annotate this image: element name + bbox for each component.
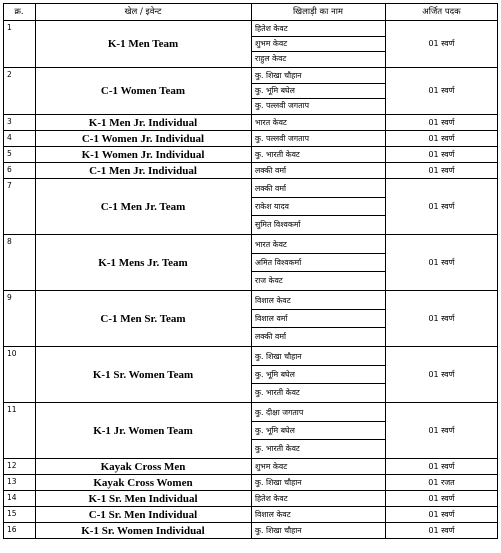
player-name: कु. भारती केवट <box>255 150 300 159</box>
player-name: कु. भारती केवट <box>255 387 300 397</box>
event-name: K-1 Men Jr. Individual <box>88 116 198 129</box>
event-name: K-1 Jr. Women Team <box>93 424 193 437</box>
header-serial: क्र. <box>14 7 24 17</box>
event-name: C-1 Men Jr. Individual <box>89 164 197 177</box>
row-number: 6 <box>7 165 12 174</box>
medal-value: 01 स्वर्ण <box>428 149 455 159</box>
player-name: राज केवट <box>255 275 283 285</box>
event-name: C-1 Sr. Men Individual <box>88 508 198 521</box>
row-divider <box>251 98 385 99</box>
player-name: राहुल केवट <box>255 54 287 63</box>
row-number: 5 <box>7 149 12 158</box>
row-divider <box>251 421 385 422</box>
player-name: कु. भारती केवट <box>255 443 300 453</box>
row-number: 1 <box>7 23 12 32</box>
player-name: कु. भूमि बघेल <box>255 86 295 95</box>
medal-value: 01 स्वर्ण <box>428 369 455 379</box>
header-players: खिलाड़ी का नाम <box>292 7 343 17</box>
event-name: K-1 Sr. Men Individual <box>88 492 198 505</box>
event-name: K-1 Mens Jr. Team <box>98 256 188 269</box>
event-name: K-1 Sr. Women Team <box>92 368 194 381</box>
player-name: सुमित विश्वकर्मा <box>255 219 301 229</box>
row-number: 15 <box>7 509 17 518</box>
player-name: भारत केवट <box>255 118 287 127</box>
medal-value: 01 स्वर्ण <box>428 86 455 95</box>
row-divider <box>251 215 385 216</box>
event-name: C-1 Women Team <box>100 85 186 97</box>
player-name: कु. भूमि बघेल <box>255 369 295 379</box>
event-name: C-1 Men Sr. Team <box>100 312 186 325</box>
row-number: 3 <box>7 117 12 126</box>
row-number: 2 <box>7 70 12 79</box>
player-name: विशाल केवट <box>255 510 291 519</box>
medal-value: 01 स्वर्ण <box>428 165 455 175</box>
medal-value: 01 स्वर्ण <box>428 509 455 519</box>
player-name: लक्की वर्मा <box>255 166 287 175</box>
player-name: शुभम केवट <box>255 39 288 48</box>
player-name: कु. पल्लवी जगताप <box>255 134 310 143</box>
row-number: 11 <box>7 405 17 414</box>
header-event: खेल / इवेन्ट <box>124 7 162 17</box>
column-divider <box>385 3 386 539</box>
row-divider <box>251 51 385 52</box>
medal-value: 01 स्वर्ण <box>428 117 455 127</box>
row-divider <box>251 197 385 198</box>
player-name: कु. दीक्षा जगताप <box>255 407 304 417</box>
event-name: K-1 Women Jr. Individual <box>81 148 205 161</box>
column-divider <box>35 3 36 539</box>
row-divider <box>251 253 385 254</box>
medal-table <box>3 3 498 550</box>
medal-value: 01 स्वर्ण <box>428 133 455 143</box>
row-number: 12 <box>7 461 17 470</box>
player-name: कु. पल्लवी जगताप <box>255 101 310 110</box>
player-name: विशाल केवट <box>255 295 291 305</box>
medal-value: 01 स्वर्ण <box>428 493 455 503</box>
player-name: राकेश यादव <box>255 201 289 211</box>
row-number: 7 <box>7 181 12 190</box>
player-name: विशाल वर्मा <box>255 313 288 323</box>
player-name: कु. भूमि बघेल <box>255 425 295 435</box>
row-divider <box>251 439 385 440</box>
player-name: कु. शिखा चौहान <box>255 526 302 535</box>
medal-value: 01 स्वर्ण <box>428 39 455 48</box>
column-divider <box>251 3 252 539</box>
medal-value: 01 स्वर्ण <box>428 313 455 323</box>
row-number: 16 <box>7 525 17 534</box>
header-medal: अर्जित पदक <box>422 7 461 17</box>
column-divider <box>3 3 4 539</box>
row-number: 8 <box>7 237 12 246</box>
medal-value: 01 स्वर्ण <box>428 461 455 471</box>
row-number: 4 <box>7 133 12 142</box>
player-name: कु. शिखा चौहान <box>255 351 302 361</box>
medal-value: 01 स्वर्ण <box>428 425 455 435</box>
medal-value: 01 स्वर्ण <box>428 525 455 535</box>
event-name: C-1 Women Jr. Individual <box>81 132 205 145</box>
row-number: 10 <box>7 349 17 358</box>
row-divider <box>251 83 385 84</box>
medal-value: 01 रजत <box>428 477 455 487</box>
event-name: Kayak Cross Women <box>93 476 193 489</box>
row-divider <box>251 365 385 366</box>
medal-value: 01 स्वर्ण <box>428 257 455 267</box>
row-divider <box>251 271 385 272</box>
row-divider <box>251 383 385 384</box>
row-divider <box>251 36 385 37</box>
player-name: हितेश केवट <box>255 494 288 503</box>
player-name: भारत केवट <box>255 239 287 249</box>
row-divider <box>251 309 385 310</box>
column-divider <box>497 3 498 539</box>
row-number: 9 <box>7 293 12 302</box>
medal-value: 01 स्वर्ण <box>428 201 455 211</box>
player-name: लक्की वर्मा <box>255 183 287 193</box>
player-name: कु. शिखा चौहान <box>255 71 302 80</box>
row-divider <box>251 327 385 328</box>
event-name: K-1 Men Team <box>107 38 179 50</box>
row-number: 14 <box>7 493 17 502</box>
event-name: C-1 Men Jr. Team <box>100 200 186 213</box>
player-name: लक्की वर्मा <box>255 331 287 341</box>
player-name: हितेश केवट <box>255 24 288 33</box>
row-number: 13 <box>7 477 17 486</box>
event-name: K-1 Sr. Women Individual <box>81 524 205 537</box>
player-name: अमित विश्वकर्मा <box>255 257 302 267</box>
event-name: Kayak Cross Men <box>100 460 186 473</box>
player-name: कु. शिखा चौहान <box>255 478 302 487</box>
player-name: शुभम केवट <box>255 462 288 471</box>
